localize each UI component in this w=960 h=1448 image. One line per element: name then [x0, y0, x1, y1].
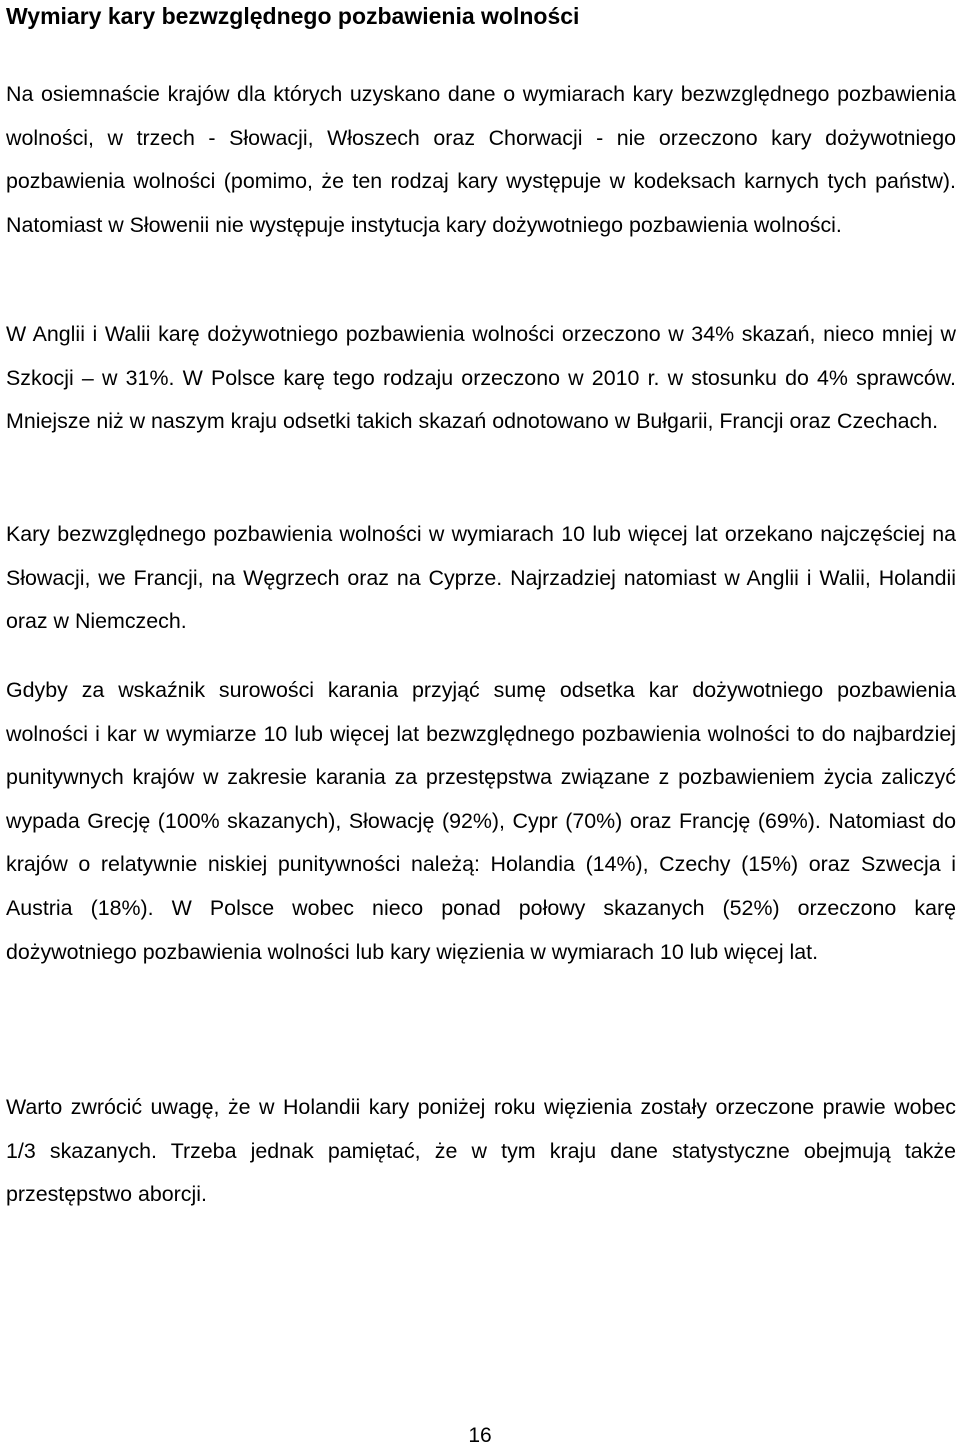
paragraph-life-sentence-share: W Anglii i Walii karę dożywotniego pozbawienia wolności orzeczono w 34% skazań, nieco mniej w Szkocji – w 31%. W Polsce karę tego rodzaju orzeczono w 2010 r. w stosunku do 4% sprawców. Mniejsze niż w naszym kraju odsetki takich skazań odnotowano w Bułgarii, Francji oraz Czechach.	[6, 322, 956, 434]
paragraph-life-sentence-countries: Na osiemnaście krajów dla których uzyskano dane o wymiarach kary bezwzględnego pozbawienia wolności, w trzech - Słowacji, Włoszech oraz Chorwacji - nie orzeczono kary dożywotniego pozbawienia wolności (pomimo, że ten rodzaj kary występuje w kodeksach karnych tych państw). Natomiast w Słowenii nie występuje instytucja kary dożywotniego pozbawienia wolności.	[6, 82, 956, 237]
page-title: Wymiary kary bezwzględnego pozbawienia wolności	[6, 3, 580, 29]
paragraph-long-sentences: Kary bezwzględnego pozbawienia wolności w wymiarach 10 lub więcej lat orzekano najczęściej na Słowacji, we Francji, na Węgrzech oraz na Cyprze. Najrzadziej natomiast w Anglii i Walii, Holandii oraz w Niemczech.	[6, 522, 956, 634]
paragraph-punitiveness-index: Gdyby za wskaźnik surowości karania przyjąć sumę odsetka kar dożywotniego pozbawienia wolności i kar w wymiarze 10 lub więcej lat bezwzględnego pozbawienia wolności to do najbardziej punitywnych krajów w zakresie karania za przestępstwa związane z pozbawieniem życia zaliczyć wypada Grecję (100% skazanych), Słowację (92%), Cypr (70%) oraz Francję (69%). Natomiast do krajów o relatywnie niskiej punitywności należą: Holandia (14%), Czechy (15%) oraz Szwecja i Austria (18%). W Polsce wobec nieco ponad połowy skazanych (52%) orzeczono karę dożywotniego pozbawienia wolności lub kary więzienia w wymiarach 10 lub więcej lat.	[6, 678, 956, 964]
page-number: 16	[468, 1424, 492, 1447]
paragraph-netherlands-note: Warto zwrócić uwagę, że w Holandii kary poniżej roku więzienia zostały orzeczone prawie wobec 1/3 skazanych. Trzeba jednak pamiętać, że w tym kraju dane statystyczne obejmują także przestępstwo aborcji.	[6, 1095, 956, 1207]
